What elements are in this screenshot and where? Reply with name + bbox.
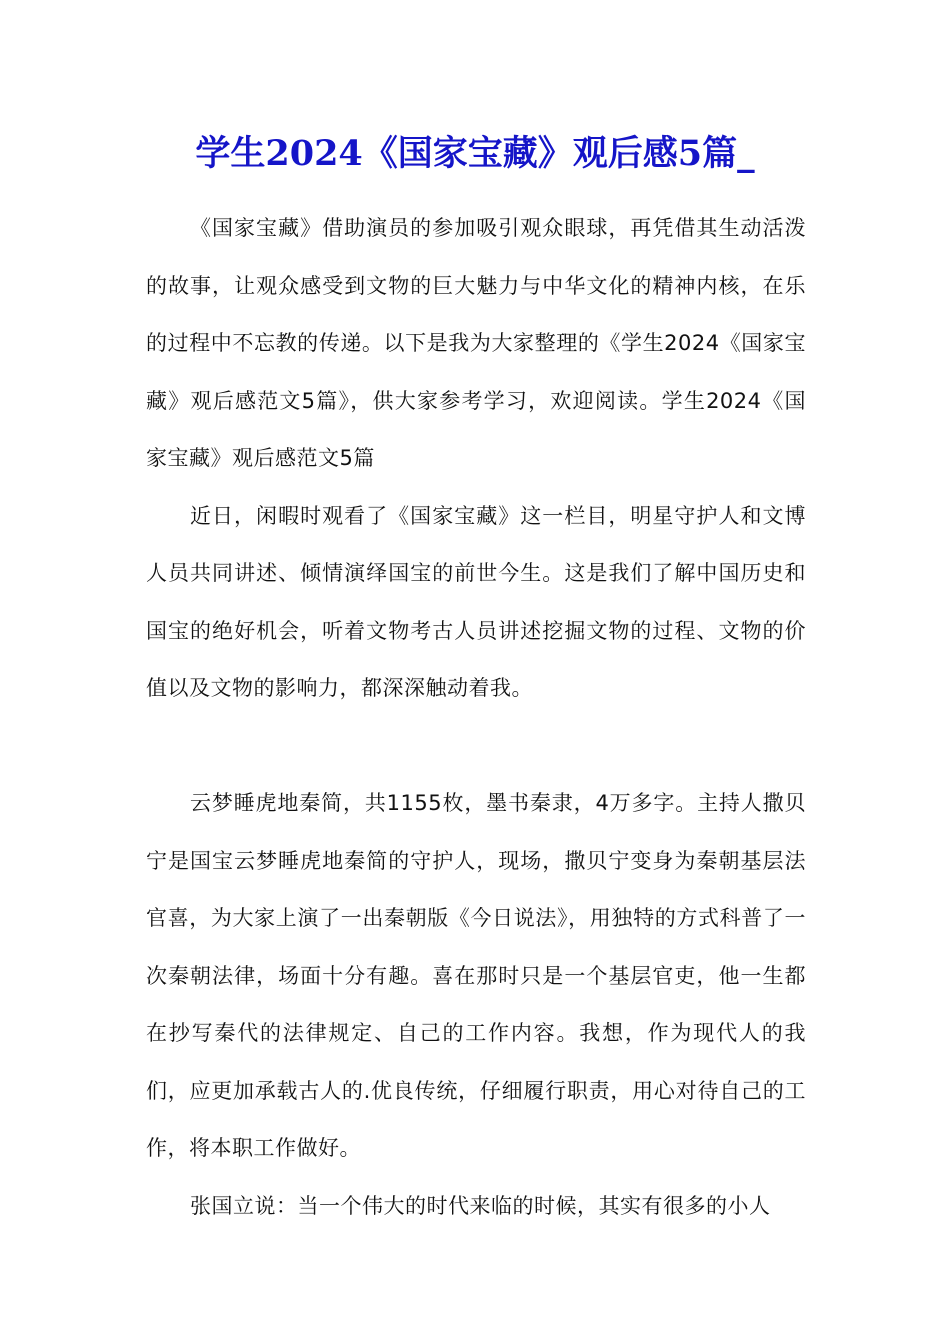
document-body (146, 200, 806, 1235)
paragraph-zhang-guoli: 张国立说：当一个伟大的时代来临的时候，其实有很多的小人 (190, 1193, 771, 1218)
blank-line (146, 718, 806, 776)
paragraph-viewing: 近日，闲暇时观看了《国家宝藏》这一栏目，明星守护人和文博人员共同讲述、倾情演绎国宝的前世今生。这是我们了解中国历史和国宝的绝好机会，听着文物考古人员讲述挖掘文物的过程、文物的价值以及文物的影响力，都深深触动着我。 (146, 503, 806, 700)
document-title: 学生2024《国家宝藏》观后感5篇_ (195, 133, 755, 174)
paragraph-intro: 《国家宝藏》借助演员的参加吸引观众眼球，再凭借其生动活泼的故事，让观众感受到文物的巨大魅力与中华文化的精神内核，在乐的过程中不忘教的传递。以下是我为大家整理的《学生2024《国家宝藏》观后感范文5篇》，供大家参考学习，欢迎阅读。学生2024《国家宝藏》观后感范文5篇 (146, 216, 806, 470)
paragraph-qin-bamboo-slips: 云梦睡虎地秦简，共1155枚，墨书秦隶，4万多字。主持人撒贝宁是国宝云梦睡虎地秦简的守护人，现场，撒贝宁变身为秦朝基层法官喜，为大家上演了一出秦朝版《今日说法》，用独特的方式科普了一次秦朝法律，场面十分有趣。喜在那时只是一个基层官吏，他一生都在抄写秦代的法律规定、自己的工作内容。我想，作为现代人的我们，应更加承载古人的.优良传统，仔细履行职责，用心对待自己的工作，将本职工作做好。 (146, 791, 806, 1160)
